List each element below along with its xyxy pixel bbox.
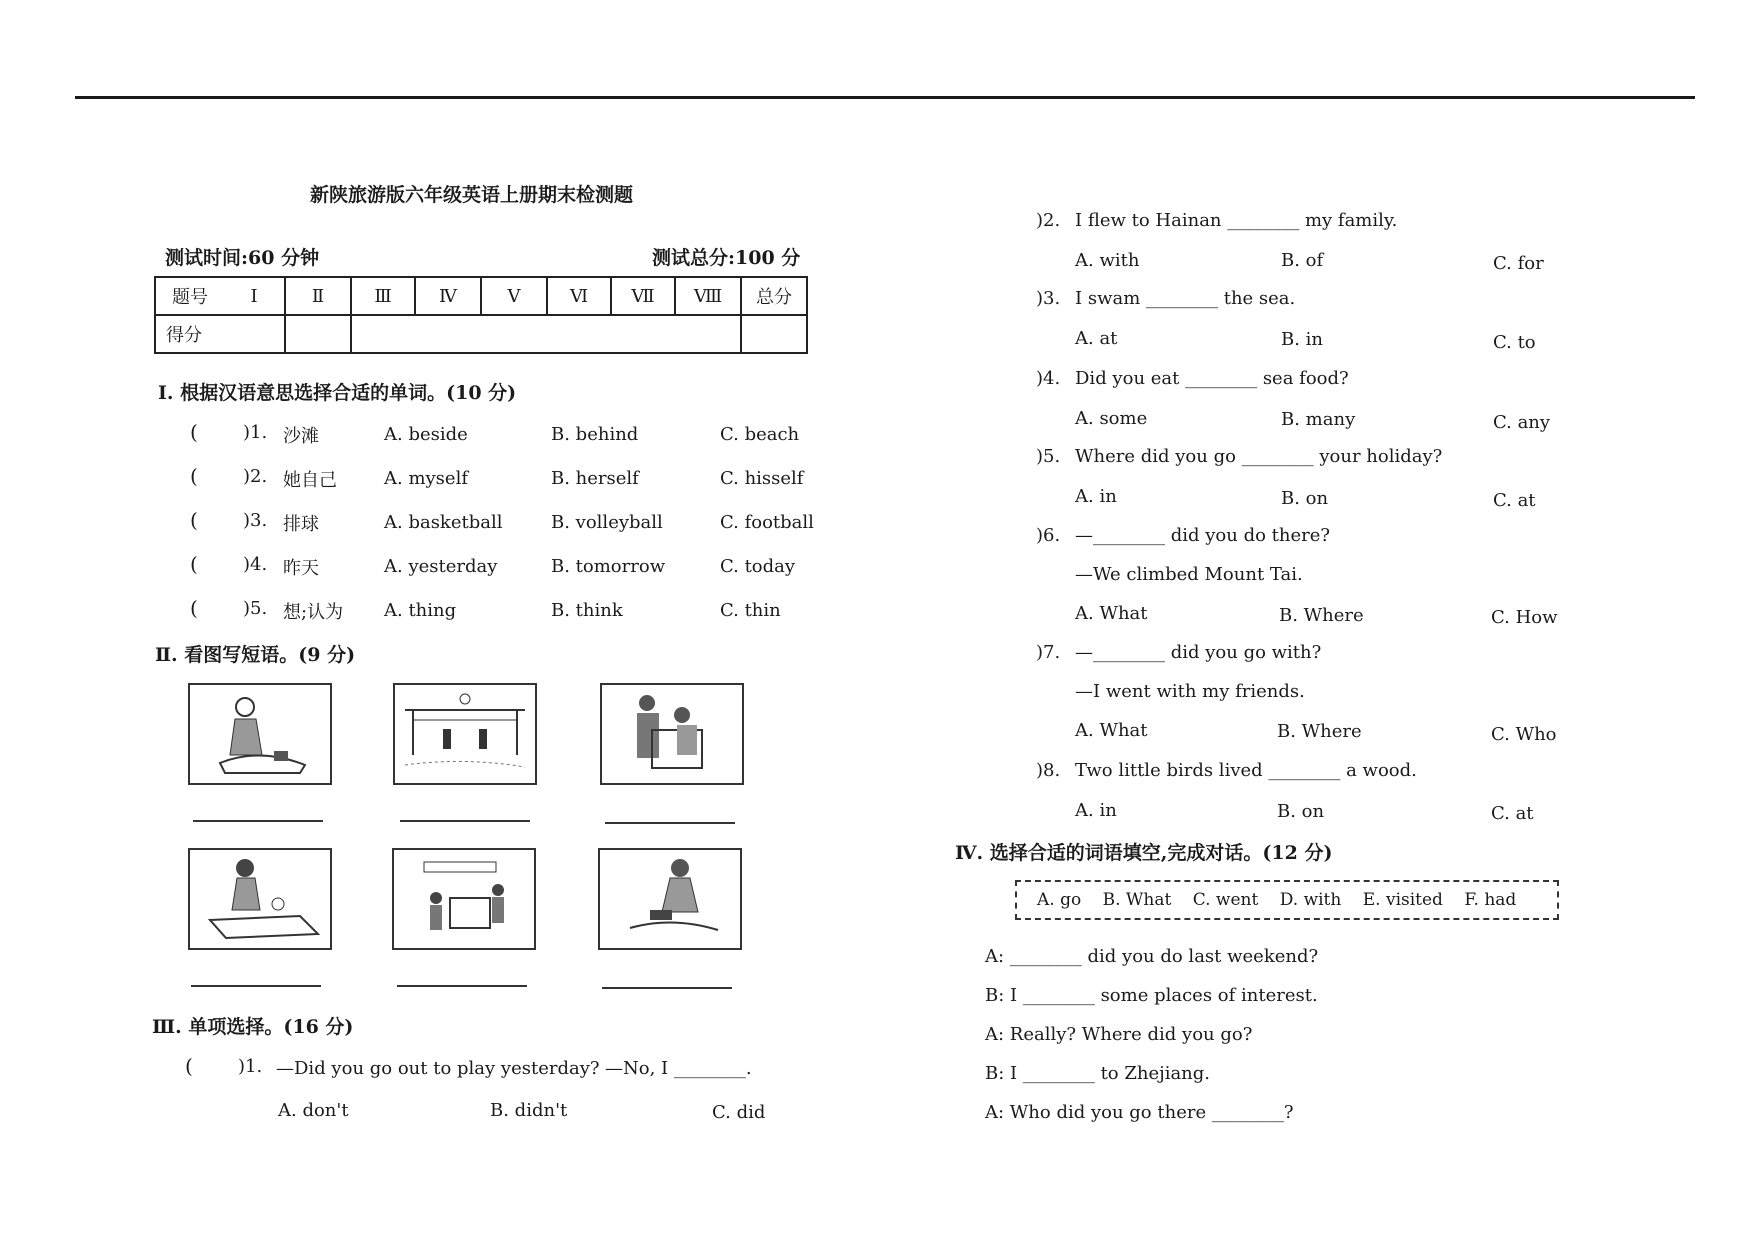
option-b: B. on bbox=[1281, 488, 1329, 509]
score-cell[interactable] bbox=[351, 315, 741, 353]
option-b: B. volleyball bbox=[551, 512, 663, 533]
header-cell: Ⅲ bbox=[351, 277, 415, 315]
question-text: Where did you go ________ your holiday? bbox=[1075, 446, 1443, 467]
top-rule bbox=[75, 96, 1695, 99]
question-text: —________ did you do there? bbox=[1075, 525, 1331, 546]
answer-line[interactable] bbox=[191, 985, 321, 987]
picture-volleyball bbox=[393, 683, 537, 785]
header-cell: 题号 bbox=[155, 277, 224, 315]
option-a: A. don't bbox=[278, 1100, 349, 1121]
picture-girl-cooking bbox=[188, 848, 332, 950]
option-b: B. on bbox=[1277, 801, 1325, 822]
question-text: Did you eat ________ sea food? bbox=[1075, 368, 1349, 389]
option-c: C. How bbox=[1491, 607, 1558, 628]
score-table-header-row bbox=[155, 277, 807, 315]
header-cell: Ⅶ bbox=[611, 277, 675, 315]
question-text: I swam ________ the sea. bbox=[1075, 288, 1296, 309]
answer-paren[interactable]: ( bbox=[190, 420, 198, 444]
section3-heading: Ⅲ. 单项选择。(16 分) bbox=[152, 1016, 354, 1038]
item-chinese: 沙滩 bbox=[283, 426, 319, 447]
answer-paren[interactable]: ( bbox=[190, 596, 198, 620]
option-a: A. basketball bbox=[384, 512, 503, 533]
item-chinese: 昨天 bbox=[283, 558, 319, 579]
header-cell: 总分 bbox=[741, 277, 807, 315]
score-row-label: 得分 bbox=[155, 315, 285, 353]
option-a: A. beside bbox=[384, 424, 468, 445]
option-b: B. Where bbox=[1277, 721, 1362, 742]
answer-line[interactable] bbox=[397, 985, 527, 987]
option-b: B. tomorrow bbox=[551, 556, 666, 577]
option-b: B. of bbox=[1281, 250, 1324, 271]
dialogue-line: A: Who did you go there ________? bbox=[985, 1102, 1294, 1123]
answer-paren[interactable]: ( bbox=[190, 464, 198, 488]
word-option: A. go bbox=[1037, 890, 1082, 910]
item-number: )3. bbox=[1036, 288, 1061, 309]
question-text: —Did you go out to play yesterday? bbox=[276, 1058, 600, 1079]
option-b: B. didn't bbox=[490, 1100, 568, 1121]
item-number: )5. bbox=[243, 598, 268, 619]
question-text: I flew to Hainan ________ my family. bbox=[1075, 210, 1398, 231]
header-cell: Ⅱ bbox=[285, 277, 351, 315]
option-b: B. Where bbox=[1279, 605, 1364, 626]
answer-line[interactable] bbox=[193, 820, 323, 822]
item-number: )3. bbox=[243, 510, 268, 531]
option-c: C. Who bbox=[1491, 724, 1557, 745]
item-number: )8. bbox=[1036, 760, 1061, 781]
total-score: 测试总分:100 分 bbox=[652, 247, 801, 269]
answer-text: —We climbed Mount Tai. bbox=[1075, 564, 1303, 585]
item-number: )4. bbox=[243, 554, 268, 575]
question-reply: —No, I ________. bbox=[605, 1058, 752, 1079]
question-text: Two little birds lived ________ a wood. bbox=[1075, 760, 1417, 781]
score-cell[interactable] bbox=[285, 315, 351, 353]
option-a: A. What bbox=[1075, 720, 1148, 741]
option-a: A. some bbox=[1075, 408, 1148, 429]
answer-paren[interactable]: ( bbox=[185, 1054, 193, 1078]
picture-girl-reading bbox=[598, 848, 742, 950]
option-a: A. with bbox=[1075, 250, 1140, 271]
dialogue-line: B: I ________ some places of interest. bbox=[985, 985, 1318, 1006]
header-cell: Ⅵ bbox=[547, 277, 611, 315]
option-c: C. beach bbox=[720, 424, 800, 445]
item-chinese: 排球 bbox=[283, 514, 319, 535]
score-cell[interactable] bbox=[741, 315, 807, 353]
option-a: A. yesterday bbox=[384, 556, 498, 577]
option-c: C. to bbox=[1493, 332, 1536, 353]
option-c: C. thin bbox=[720, 600, 781, 621]
word-bank bbox=[1015, 880, 1559, 920]
option-b: B. think bbox=[551, 600, 623, 621]
option-c: C. today bbox=[720, 556, 796, 577]
option-c: C. any bbox=[1493, 412, 1551, 433]
answer-line[interactable] bbox=[400, 820, 530, 822]
option-b: B. herself bbox=[551, 468, 639, 489]
item-number: )2. bbox=[243, 466, 268, 487]
word-option: B. What bbox=[1102, 890, 1172, 910]
item-chinese: 想;认为 bbox=[283, 602, 344, 623]
word-option: E. visited bbox=[1362, 890, 1443, 910]
picture-family-gifts bbox=[600, 683, 744, 785]
header-cell: Ⅷ bbox=[675, 277, 741, 315]
option-c: C. at bbox=[1491, 803, 1534, 824]
section2-heading: Ⅱ. 看图写短语。(9 分) bbox=[155, 644, 356, 666]
option-a: A. at bbox=[1075, 328, 1118, 349]
section1-heading: Ⅰ. 根据汉语意思选择合适的单词。(10 分) bbox=[158, 382, 517, 404]
option-b: B. in bbox=[1281, 329, 1324, 350]
answer-paren[interactable]: ( bbox=[190, 552, 198, 576]
item-number: )5. bbox=[1036, 446, 1061, 467]
item-number: )2. bbox=[1036, 210, 1061, 231]
item-number: )7. bbox=[1036, 642, 1061, 663]
item-chinese: 她自己 bbox=[283, 470, 337, 491]
item-number: )6. bbox=[1036, 525, 1061, 546]
option-a: A. in bbox=[1075, 486, 1117, 507]
test-time: 测试时间:60 分钟 bbox=[165, 247, 320, 269]
score-table bbox=[154, 276, 808, 354]
dialogue-line: A: Really? Where did you go? bbox=[985, 1024, 1253, 1045]
option-a: A. thing bbox=[384, 600, 457, 621]
item-number: )4. bbox=[1036, 368, 1061, 389]
dialogue-line: A: ________ did you do last weekend? bbox=[985, 946, 1319, 967]
word-option: C. went bbox=[1192, 890, 1259, 910]
answer-line[interactable] bbox=[602, 987, 732, 989]
page-title: 新陕旅游版六年级英语上册期末检测题 bbox=[310, 184, 634, 206]
section4-heading: Ⅳ. 选择合适的词语填空,完成对话。(12 分) bbox=[955, 842, 1333, 864]
picture-girl-sandcastle bbox=[188, 683, 332, 785]
header-cell: Ⅰ bbox=[224, 277, 285, 315]
option-c: C. for bbox=[1493, 253, 1544, 274]
option-c: C. did bbox=[712, 1102, 766, 1123]
answer-text: —I went with my friends. bbox=[1075, 681, 1305, 702]
item-number: )1. bbox=[238, 1056, 263, 1077]
header-cell: Ⅳ bbox=[415, 277, 481, 315]
dialogue-line: B: I ________ to Zhejiang. bbox=[985, 1063, 1211, 1084]
answer-line[interactable] bbox=[605, 822, 735, 824]
option-b: B. behind bbox=[551, 424, 639, 445]
word-option: D. with bbox=[1279, 890, 1342, 910]
word-option: F. had bbox=[1464, 890, 1517, 910]
picture-shop bbox=[392, 848, 536, 950]
option-a: A. What bbox=[1075, 603, 1148, 624]
answer-paren[interactable]: ( bbox=[190, 508, 198, 532]
option-a: A. myself bbox=[384, 468, 468, 489]
option-c: C. at bbox=[1493, 490, 1536, 511]
header-cell: Ⅴ bbox=[481, 277, 547, 315]
score-table-score-row bbox=[155, 315, 807, 353]
option-a: A. in bbox=[1075, 800, 1117, 821]
option-b: B. many bbox=[1281, 409, 1356, 430]
option-c: C. football bbox=[720, 512, 814, 533]
item-number: )1. bbox=[243, 422, 268, 443]
option-c: C. hisself bbox=[720, 468, 804, 489]
question-text: —________ did you go with? bbox=[1075, 642, 1322, 663]
